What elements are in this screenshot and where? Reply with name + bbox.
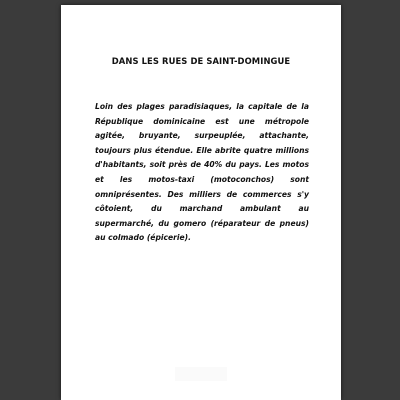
document-page xyxy=(61,5,341,400)
page-footer-box xyxy=(175,367,227,381)
body-paragraph: Loin des plages paradisiaques, la capitale de la République dominicaine est une métropole agitée, bruyante, surpeuplée, attachante, toujours plus étendue. Elle abrite quatre millions d'habitants, soit près de 40% du pays. Les motos et les motos-taxi (motoconchos) sont omniprésentes. Des milliers de commerces s'y côtoient, du marchand ambulant au supermarché, du gomero (réparateur de pneus) au colmado (épicerie). xyxy=(95,102,309,243)
page-title: DANS LES RUES DE SAINT-DOMINGUE xyxy=(111,56,291,66)
